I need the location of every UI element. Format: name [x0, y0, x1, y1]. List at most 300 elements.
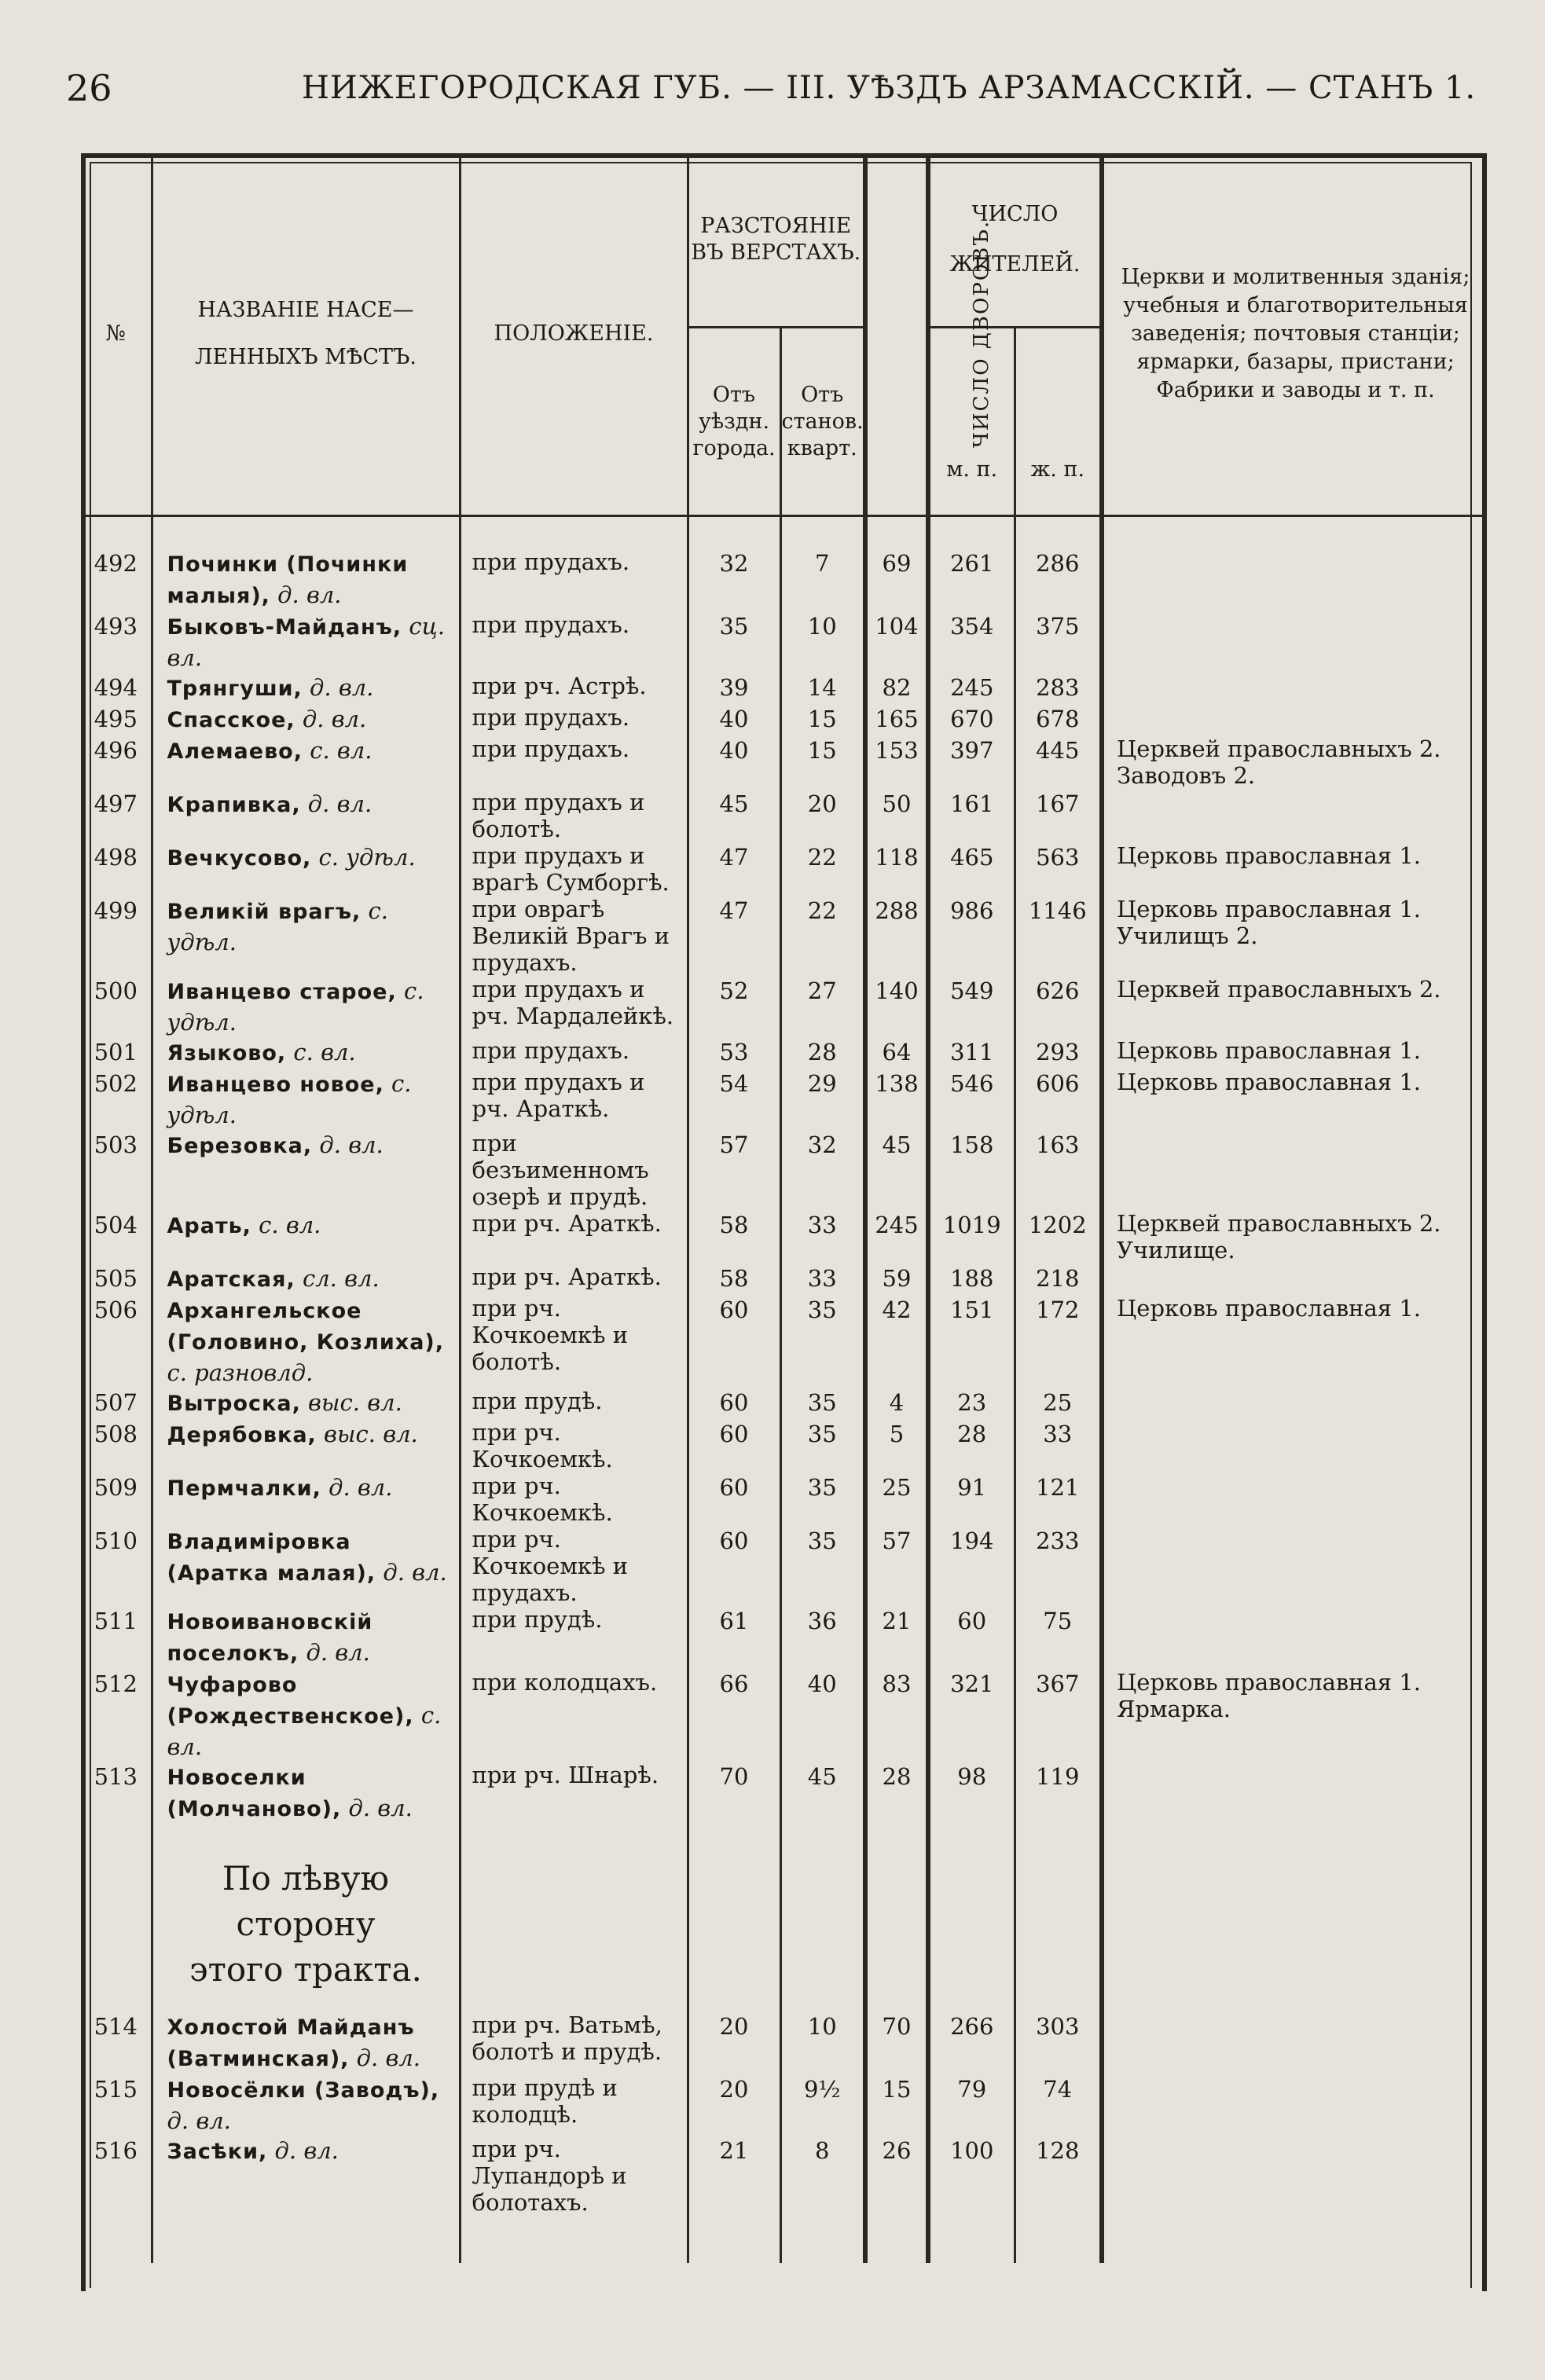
table-row — [81, 1210, 1487, 1263]
col-name-line1: НАЗВАНІЕ НАСЕ— — [197, 298, 414, 322]
households-cell: 57 — [865, 1526, 928, 1606]
col-distance-line2: ВЪ ВЕРСТАХЪ. — [691, 240, 861, 265]
settlement-name: Архангельское (Головино, Козлиха), — [167, 1299, 445, 1355]
distance-station-cell: 28 — [780, 1037, 865, 1069]
position-cell: при колодцахъ. — [460, 1669, 688, 1762]
distance-town-cell: 21 — [688, 2136, 780, 2216]
table-row — [81, 1606, 1487, 1669]
male-cell: 1019 — [928, 1210, 1015, 1263]
settlement-name-cell — [152, 1069, 460, 1130]
col-name — [152, 153, 460, 516]
col-residents-line2: ЖИТЕЛЕЙ. — [949, 252, 1081, 277]
position-cell: при рч. Кочкоемкѣ. — [460, 1472, 688, 1526]
settlement-type: сл. вл. — [302, 1265, 380, 1292]
settlement-type: с. удѣл. — [167, 977, 424, 1036]
col-male: м. п. — [928, 328, 1015, 516]
settlement-name-cell — [152, 1762, 460, 1824]
male-cell: 158 — [928, 1130, 1015, 1210]
distance-town-cell: 60 — [688, 1388, 780, 1419]
settlement-type: д. вл. — [383, 1559, 447, 1586]
col-households-label: ЧИСЛО ДВОРОВЪ. — [970, 219, 994, 449]
female-cell: 563 — [1015, 842, 1102, 896]
male-cell: 28 — [928, 1419, 1015, 1472]
running-header — [66, 64, 1477, 112]
distance-station-cell: 10 — [780, 2011, 865, 2074]
filler-cell — [928, 2216, 1015, 2263]
row-number: 511 — [81, 1606, 152, 1669]
settlement-type: с. вл. — [259, 1212, 321, 1238]
col-dist-town-line1: Отъ — [712, 382, 756, 407]
filler-cell — [1102, 2216, 1487, 2263]
filler-cell — [780, 2216, 865, 2263]
settlement-name: Новосёлки (Заводъ), — [167, 2078, 440, 2103]
table-row — [81, 1388, 1487, 1419]
distance-station-cell: 20 — [780, 789, 865, 842]
row-number: 505 — [81, 1263, 152, 1295]
row-number: 514 — [81, 2011, 152, 2074]
distance-town-cell: 20 — [688, 2074, 780, 2136]
male-cell: 465 — [928, 842, 1015, 896]
filler-cell — [1015, 2216, 1102, 2263]
female-cell: 233 — [1015, 1526, 1102, 1606]
households-cell: 64 — [865, 1037, 928, 1069]
table-row — [81, 789, 1487, 842]
table-body — [81, 516, 1487, 2264]
notes-cell — [1102, 1762, 1487, 1824]
col-female: ж. п. — [1015, 328, 1102, 516]
settlement-name: Аратская, — [167, 1267, 295, 1292]
distance-town-cell: 54 — [688, 1069, 780, 1130]
col-name-line2: ЛЕННЫХЪ МѢСТЪ. — [194, 345, 417, 369]
settlement-name: Дерябовка, — [167, 1423, 317, 1447]
male-cell: 194 — [928, 1526, 1015, 1606]
row-number: 492 — [81, 516, 152, 612]
settlement-name-cell — [152, 976, 460, 1037]
female-cell: 606 — [1015, 1069, 1102, 1130]
position-cell: при рч. Астрѣ. — [460, 673, 688, 704]
settlement-type: д. вл. — [307, 790, 372, 817]
distance-station-cell: 35 — [780, 1419, 865, 1472]
distance-station-cell: 10 — [780, 611, 865, 673]
female-cell: 286 — [1015, 516, 1102, 612]
settlement-name: Березовка, — [167, 1134, 313, 1158]
distance-town-cell: 45 — [688, 789, 780, 842]
notes-cell — [1102, 2136, 1487, 2216]
households-cell: 165 — [865, 704, 928, 735]
settlement-name: Засѣки, — [167, 2140, 268, 2164]
position-cell: при прудѣ и колодцѣ. — [460, 2074, 688, 2136]
notes-cell — [1102, 1263, 1487, 1295]
distance-town-cell: 57 — [688, 1130, 780, 1210]
settlement-type: сц. вл. — [167, 613, 446, 671]
male-cell: 79 — [928, 2074, 1015, 2136]
position-cell: при рч. Кочкоемкѣ. — [460, 1419, 688, 1472]
households-cell: 4 — [865, 1388, 928, 1419]
distance-station-cell: 35 — [780, 1388, 865, 1419]
row-number: 500 — [81, 976, 152, 1037]
households-cell: 140 — [865, 976, 928, 1037]
settlement-type: выс. вл. — [308, 1389, 402, 1416]
distance-town-cell: 70 — [688, 1762, 780, 1824]
table-row — [81, 1295, 1487, 1388]
row-number: 508 — [81, 1419, 152, 1472]
row-number: 510 — [81, 1526, 152, 1606]
notes-cell: Церквей православныхъ 2. Заводовъ 2. — [1117, 735, 1441, 789]
households-cell: 83 — [865, 1669, 928, 1762]
notes-cell: Церковь православная 1. — [1117, 1069, 1421, 1095]
notes-cell — [1102, 673, 1487, 704]
position-cell: при рч. Кочкоемкѣ и прудахъ. — [460, 1526, 688, 1606]
col-dist-station-line3: кварт. — [787, 435, 857, 460]
table-row — [81, 1526, 1487, 1606]
female-cell: 303 — [1015, 2011, 1102, 2074]
position-cell: при прудахъ. — [460, 611, 688, 673]
female-cell: 75 — [1015, 1606, 1102, 1669]
settlement-name-cell — [152, 1419, 460, 1472]
section-empty-cell — [688, 1824, 780, 2011]
distance-town-cell: 52 — [688, 976, 780, 1037]
male-cell: 986 — [928, 896, 1015, 976]
households-cell: 25 — [865, 1472, 928, 1526]
settlement-name: Новоивановскій поселокъ, — [167, 1610, 373, 1666]
female-cell: 445 — [1015, 735, 1102, 789]
settlement-name-cell — [152, 1606, 460, 1669]
distance-station-cell: 40 — [780, 1669, 865, 1762]
settlements-table — [81, 153, 1487, 2263]
male-cell: 98 — [928, 1762, 1015, 1824]
notes-cell — [1102, 1606, 1487, 1669]
households-cell: 5 — [865, 1419, 928, 1472]
row-number: 507 — [81, 1388, 152, 1419]
households-cell: 104 — [865, 611, 928, 673]
settlement-type: д. вл. — [348, 1795, 413, 1821]
notes-cell: Церквей православныхъ 2. — [1117, 976, 1441, 1003]
settlement-type: д. вл. — [306, 1639, 370, 1666]
settlement-type: д. вл. — [319, 1131, 383, 1158]
male-cell: 354 — [928, 611, 1015, 673]
male-cell: 188 — [928, 1263, 1015, 1295]
row-number: 502 — [81, 1069, 152, 1130]
table-row — [81, 842, 1487, 896]
section-empty-cell — [1102, 1824, 1487, 2011]
row-number: 506 — [81, 1295, 152, 1388]
distance-town-cell: 58 — [688, 1263, 780, 1295]
settlement-type: с. удѣл. — [167, 897, 388, 955]
male-cell: 546 — [928, 1069, 1015, 1130]
households-cell: 82 — [865, 673, 928, 704]
settlement-name: Крапивка, — [167, 793, 301, 817]
male-cell: 100 — [928, 2136, 1015, 2216]
households-cell: 69 — [865, 516, 928, 612]
col-dist-town-line2: уѣздн. — [698, 409, 770, 434]
households-cell: 153 — [865, 735, 928, 789]
settlement-name-cell — [152, 1295, 460, 1388]
settlement-name-cell — [152, 1388, 460, 1419]
female-cell: 163 — [1015, 1130, 1102, 1210]
households-cell: 42 — [865, 1295, 928, 1388]
distance-town-cell: 35 — [688, 611, 780, 673]
table-row — [81, 611, 1487, 673]
row-number: 516 — [81, 2136, 152, 2216]
male-cell: 23 — [928, 1388, 1015, 1419]
male-cell: 261 — [928, 516, 1015, 612]
notes-cell — [1102, 1472, 1487, 1526]
table-row — [81, 1669, 1487, 1762]
male-cell: 60 — [928, 1606, 1015, 1669]
settlement-name-cell — [152, 1210, 460, 1263]
table-bottom-filler — [81, 2216, 1487, 2263]
section-heading-line2: этого тракта. — [189, 1950, 422, 1989]
settlement-name: Вечкусово, — [167, 846, 312, 871]
position-cell: при прудахъ и рч. Мардалейкѣ. — [460, 976, 688, 1037]
table-row — [81, 1472, 1487, 1526]
distance-town-cell: 60 — [688, 1526, 780, 1606]
position-cell: при прудахъ. — [460, 704, 688, 735]
notes-cell: Церковь православная 1. Училищъ 2. — [1117, 896, 1421, 949]
notes-cell — [1102, 789, 1487, 842]
section-heading-line1: По лѣвую сторону — [222, 1859, 390, 1943]
row-number: 493 — [81, 611, 152, 673]
notes-cell — [1102, 1526, 1487, 1606]
settlement-name: Великій врагъ, — [167, 900, 361, 924]
distance-station-cell: 32 — [780, 1130, 865, 1210]
table-row — [81, 2136, 1487, 2216]
row-number: 512 — [81, 1669, 152, 1762]
position-cell: при прудѣ. — [460, 1606, 688, 1669]
households-cell: 45 — [865, 1130, 928, 1210]
male-cell: 321 — [928, 1669, 1015, 1762]
section-empty-cell — [865, 1824, 928, 2011]
distance-station-cell: 7 — [780, 516, 865, 612]
position-cell: при рч. Лупандорѣ и болотахъ. — [460, 2136, 688, 2216]
col-dist-station-line1: Отъ — [801, 382, 844, 407]
section-empty-cell — [928, 1824, 1015, 2011]
female-cell: 128 — [1015, 2136, 1102, 2216]
row-number: 509 — [81, 1472, 152, 1526]
settlement-name-cell — [152, 1263, 460, 1295]
settlement-name-cell — [152, 1526, 460, 1606]
settlement-type: д. вл. — [274, 2137, 339, 2164]
female-cell: 367 — [1015, 1669, 1102, 1762]
notes-cell — [1102, 516, 1487, 612]
col-dist-station — [780, 328, 865, 516]
settlement-name-cell — [152, 673, 460, 704]
settlement-type: с. удѣл. — [167, 1070, 412, 1128]
table-row — [81, 976, 1487, 1037]
settlement-name-cell — [152, 1669, 460, 1762]
section-heading — [152, 1824, 460, 2011]
filler-cell — [688, 2216, 780, 2263]
settlement-type: д. вл. — [356, 2044, 421, 2071]
settlement-name: Трянгуши, — [167, 677, 303, 701]
notes-cell: Церковь православная 1. Ярмарка. — [1117, 1669, 1421, 1722]
settlement-name: Новоселки (Молчаново), — [167, 1766, 342, 1821]
distance-station-cell: 35 — [780, 1295, 865, 1388]
row-number: 501 — [81, 1037, 152, 1069]
households-cell: 21 — [865, 1606, 928, 1669]
table-row — [81, 673, 1487, 704]
notes-cell — [1102, 1130, 1487, 1210]
male-cell: 311 — [928, 1037, 1015, 1069]
male-cell: 161 — [928, 789, 1015, 842]
settlement-type: д. вл. — [310, 674, 374, 701]
distance-station-cell: 8 — [780, 2136, 865, 2216]
section-empty-cell — [460, 1824, 688, 2011]
position-cell: при прудахъ. — [460, 735, 688, 789]
col-dist-town — [688, 328, 780, 516]
settlement-name: Иванцево новое, — [167, 1073, 384, 1097]
row-number: 496 — [81, 735, 152, 789]
settlement-name: Языково, — [167, 1041, 287, 1065]
households-cell: 50 — [865, 789, 928, 842]
settlement-name-cell — [152, 735, 460, 789]
male-cell: 266 — [928, 2011, 1015, 2074]
distance-town-cell: 60 — [688, 1472, 780, 1526]
row-number: 497 — [81, 789, 152, 842]
settlement-name-cell — [152, 1037, 460, 1069]
col-position: ПОЛОЖЕНІЕ. — [460, 153, 688, 516]
settlement-name: Спасское, — [167, 708, 295, 732]
distance-station-cell: 14 — [780, 673, 865, 704]
households-cell: 70 — [865, 2011, 928, 2074]
households-cell: 118 — [865, 842, 928, 896]
position-cell: при прудахъ и рч. Араткѣ. — [460, 1069, 688, 1130]
table-row — [81, 2011, 1487, 2074]
male-cell: 245 — [928, 673, 1015, 704]
settlement-name: Алемаево, — [167, 739, 303, 764]
distance-town-cell: 60 — [688, 1419, 780, 1472]
page-number: 26 — [66, 67, 112, 109]
settlement-type: д. вл. — [277, 581, 342, 608]
settlement-name-cell — [152, 842, 460, 896]
female-cell: 283 — [1015, 673, 1102, 704]
filler-cell — [81, 2216, 152, 2263]
female-cell: 74 — [1015, 2074, 1102, 2136]
male-cell: 151 — [928, 1295, 1015, 1388]
settlement-name-cell — [152, 1472, 460, 1526]
households-cell: 15 — [865, 2074, 928, 2136]
distance-station-cell: 9½ — [780, 2074, 865, 2136]
distance-station-cell: 27 — [780, 976, 865, 1037]
running-title: НИЖЕГОРОДСКАЯ ГУБ. — III. УѢЗДЪ АРЗАМАССКІЙ. — СТАНЪ 1. — [302, 70, 1477, 106]
settlement-name: Чуфарово (Рождественское), — [167, 1673, 414, 1729]
table-row — [81, 1263, 1487, 1295]
position-cell: при рч. Кочкоемкѣ и болотѣ. — [460, 1295, 688, 1388]
position-cell: при рч. Араткѣ. — [460, 1263, 688, 1295]
female-cell: 33 — [1015, 1419, 1102, 1472]
distance-station-cell: 45 — [780, 1762, 865, 1824]
settlement-type: с. вл. — [310, 737, 372, 764]
table-row — [81, 1037, 1487, 1069]
table-row — [81, 704, 1487, 735]
table-row — [81, 735, 1487, 789]
filler-cell — [152, 2216, 460, 2263]
female-cell: 119 — [1015, 1762, 1102, 1824]
notes-cell: Церковь православная 1. — [1117, 842, 1421, 869]
section-empty-cell — [1015, 1824, 1102, 2011]
female-cell: 1146 — [1015, 896, 1102, 976]
distance-station-cell: 22 — [780, 896, 865, 976]
col-distance-line1: РАЗСТОЯНІЕ — [700, 214, 852, 238]
settlement-name: Быковъ-Майданъ, — [167, 615, 402, 640]
row-number: 499 — [81, 896, 152, 976]
settlement-name: Арать, — [167, 1214, 251, 1238]
row-number: 495 — [81, 704, 152, 735]
distance-town-cell: 40 — [688, 704, 780, 735]
male-cell: 91 — [928, 1472, 1015, 1526]
settlement-name: Владиміровка (Аратка малая), — [167, 1530, 376, 1586]
female-cell: 293 — [1015, 1037, 1102, 1069]
notes-cell — [1102, 1388, 1487, 1419]
notes-cell: Церквей православныхъ 2. Училище. — [1117, 1210, 1441, 1263]
position-cell: при рч. Ватьмѣ, болотѣ и прудѣ. — [460, 2011, 688, 2074]
col-notes — [1102, 153, 1487, 516]
settlement-type: с. разновлд. — [167, 1359, 314, 1386]
settlement-name-cell — [152, 611, 460, 673]
notes-cell — [1102, 704, 1487, 735]
table-row — [81, 896, 1487, 976]
settlement-name-cell — [152, 2011, 460, 2074]
col-dist-station-line2: станов. — [781, 409, 864, 434]
notes-cell — [1102, 2074, 1487, 2136]
households-cell: 26 — [865, 2136, 928, 2216]
settlement-name-cell — [152, 2136, 460, 2216]
female-cell: 678 — [1015, 704, 1102, 735]
female-cell: 167 — [1015, 789, 1102, 842]
male-cell: 549 — [928, 976, 1015, 1037]
row-number: 494 — [81, 673, 152, 704]
settlement-name: Иванцево старое, — [167, 980, 397, 1004]
distance-town-cell: 53 — [688, 1037, 780, 1069]
female-cell: 121 — [1015, 1472, 1102, 1526]
settlement-type: с. удѣл. — [318, 844, 416, 871]
table-row — [81, 516, 1487, 612]
row-number: 513 — [81, 1762, 152, 1824]
distance-town-cell: 39 — [688, 673, 780, 704]
households-cell: 288 — [865, 896, 928, 976]
households-cell: 59 — [865, 1263, 928, 1295]
settlement-name: Пермчалки, — [167, 1476, 321, 1501]
section-empty-cell — [780, 1824, 865, 2011]
settlement-type: с. вл. — [293, 1039, 356, 1065]
position-cell: при оврагѣ Великій Врагъ и прудахъ. — [460, 896, 688, 976]
table-row — [81, 1762, 1487, 1824]
settlement-name-cell — [152, 704, 460, 735]
distance-town-cell: 60 — [688, 1295, 780, 1388]
households-cell: 28 — [865, 1762, 928, 1824]
table-row — [81, 1069, 1487, 1130]
distance-town-cell: 40 — [688, 735, 780, 789]
position-cell: при рч. Араткѣ. — [460, 1210, 688, 1263]
distance-station-cell: 22 — [780, 842, 865, 896]
distance-station-cell: 36 — [780, 1606, 865, 1669]
settlement-name-cell — [152, 789, 460, 842]
female-cell: 1202 — [1015, 1210, 1102, 1263]
row-number: 515 — [81, 2074, 152, 2136]
settlement-type: д. вл. — [302, 706, 367, 732]
filler-cell — [460, 2216, 688, 2263]
notes-cell — [1102, 611, 1487, 673]
table-row — [81, 2074, 1487, 2136]
distance-station-cell: 29 — [780, 1069, 865, 1130]
distance-station-cell: 35 — [780, 1526, 865, 1606]
male-cell: 670 — [928, 704, 1015, 735]
notes-cell — [1102, 1419, 1487, 1472]
female-cell: 218 — [1015, 1263, 1102, 1295]
distance-town-cell: 47 — [688, 896, 780, 976]
distance-station-cell: 15 — [780, 735, 865, 789]
settlement-name-cell — [152, 516, 460, 612]
